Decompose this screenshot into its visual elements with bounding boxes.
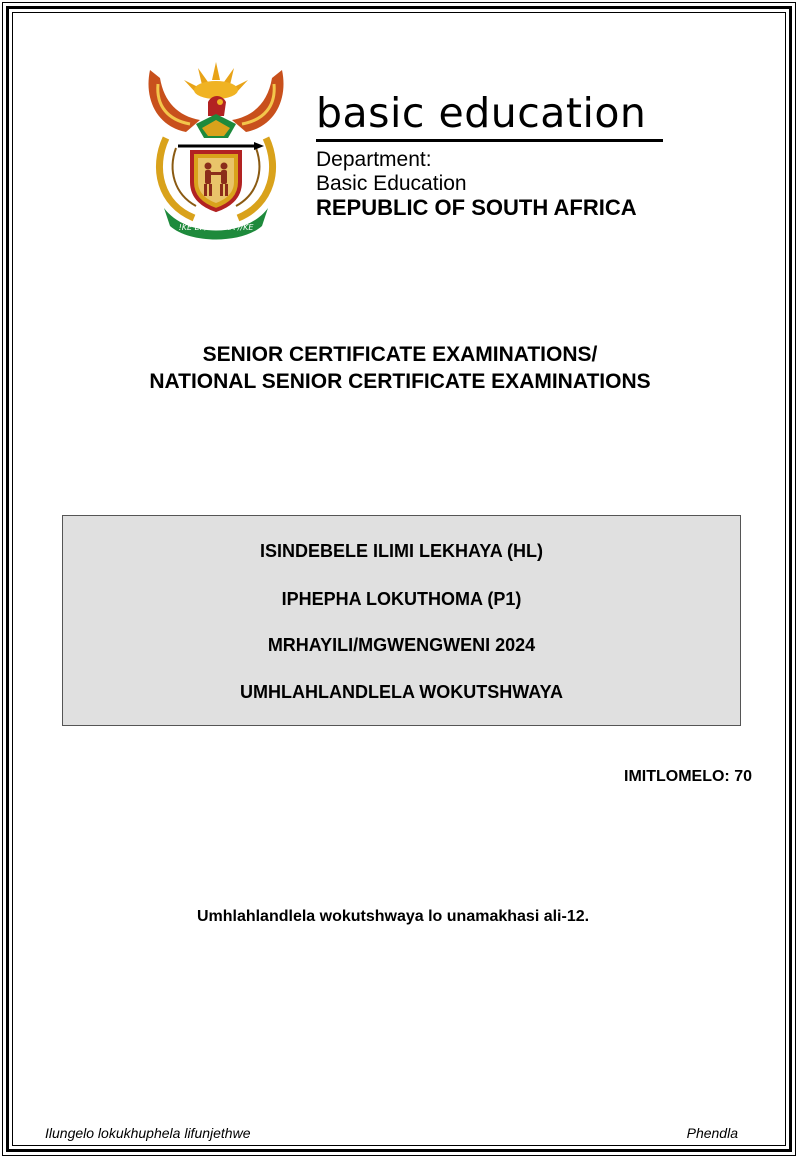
exam-title-line-2: NATIONAL SENIOR CERTIFICATE EXAMINATIONS xyxy=(149,370,651,393)
exam-session: MRHAYILI/MGWENGWENI 2024 xyxy=(267,635,536,655)
copyright-footer: Ilungelo lokukhuphela lifunjethwe xyxy=(45,1125,251,1141)
paper-number: IPHEPHA LOKUTHOMA (P1) xyxy=(281,589,522,609)
please-turn-over: Phendla xyxy=(686,1125,738,1141)
page-count-note: Umhlahlandlela wokutshwaya lo unamakhasi ali-12. xyxy=(196,908,590,925)
crest-motto: !KE E: /XARRA //KE xyxy=(178,223,254,232)
department-label: Department: xyxy=(316,148,432,171)
brand-rule xyxy=(316,139,663,142)
country-name: REPUBLIC OF SOUTH AFRICA xyxy=(316,195,637,220)
department-name: Basic Education xyxy=(316,172,467,195)
document-type: UMHLAHLANDLELA WOKUTSHWAYA xyxy=(240,682,563,702)
coat-of-arms-logo xyxy=(142,58,290,240)
brand-title: basic education xyxy=(316,89,647,137)
total-marks: IMITLOMELO: 70 xyxy=(624,768,752,785)
exam-title-line-1: SENIOR CERTIFICATE EXAMINATIONS/ xyxy=(202,343,598,366)
subject-name: ISINDEBELE ILIMI LEKHAYA (HL) xyxy=(259,541,544,561)
subject-box xyxy=(62,515,741,726)
